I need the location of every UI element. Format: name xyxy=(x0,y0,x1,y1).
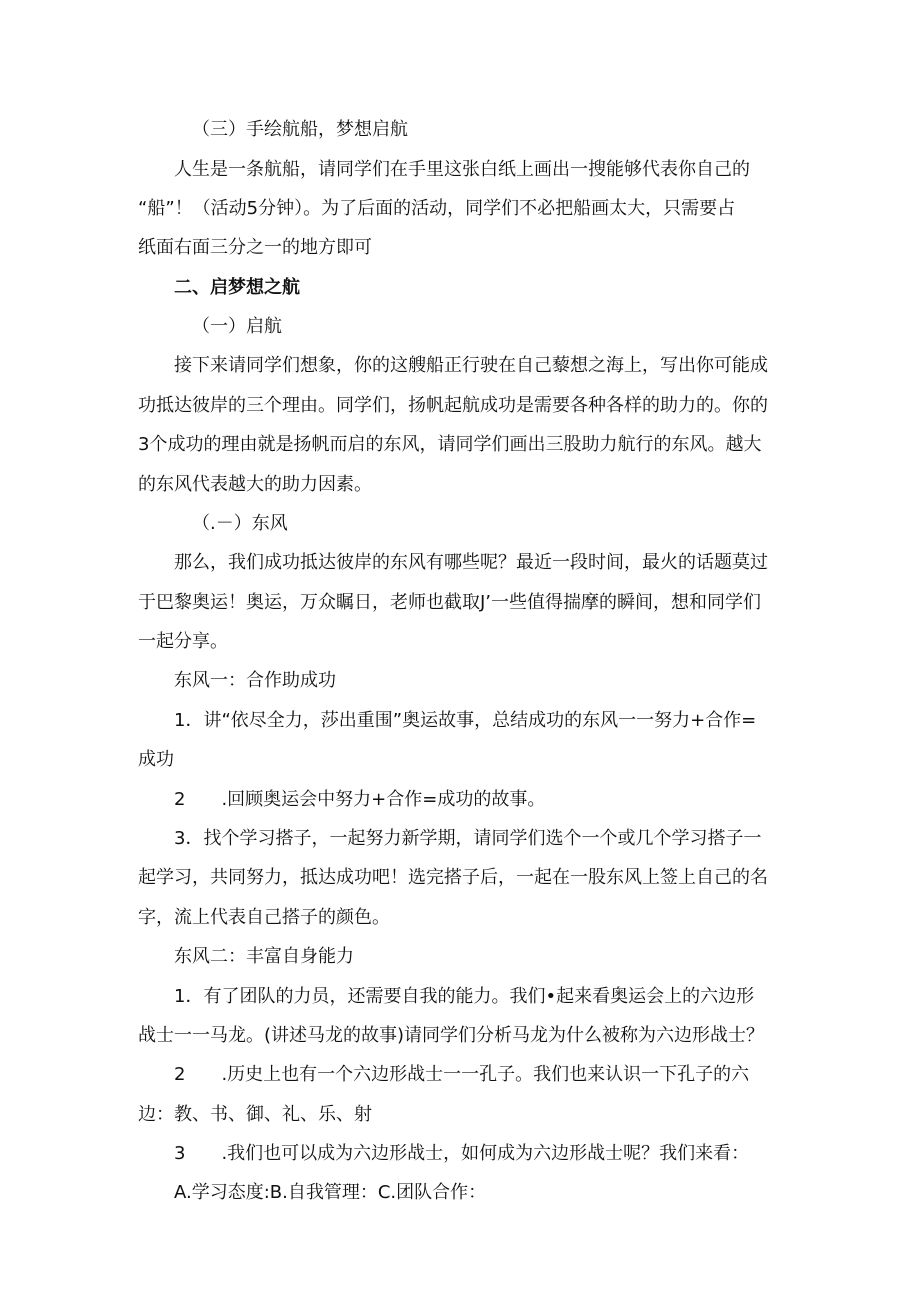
subheading: 东风二：丰富自身能力 xyxy=(174,946,354,967)
section-heading-3: （三）手绘航船，梦想启航 xyxy=(192,119,408,140)
list-item-line: A.学习态度:B.自我管理：C.团队合作： xyxy=(174,1182,487,1203)
list-item-line: 字，流上代表自己搭子的颜色。 xyxy=(138,907,390,928)
list-item-line: 3 .我们也可以成为六边形战士，如何成为六边形战士呢？我们来看： xyxy=(174,1143,750,1164)
list-item-line: 起学习，共同努力，抵达成功吧！选完搭子后，一起在一股东风上签上自己的名 xyxy=(138,867,768,888)
list-item-line: 2 .历史上也有一个六边形战士一一孔子。我们也来认识一下孔子的六 xyxy=(174,1064,750,1085)
list-item-line: 1．有了团队的力员，还需要自我的能力。我们•起来看奥运会上的六边形 xyxy=(174,986,755,1007)
paragraph-line: 那么，我们成功抵达彼岸的东风有哪些呢？最近一段时间，最火的话题莫过 xyxy=(174,552,768,573)
list-item-line: 边：教、书、御、礼、乐、射 xyxy=(138,1104,372,1125)
paragraph-line: “船”！（活动5分钟）。为了后面的活动，同学们不必把船画太大，只需要占 xyxy=(138,198,736,219)
paragraph-line: 人生是一条航船，请同学们在手里这张白纸上画出一搜能够代表你自己的 xyxy=(174,159,750,180)
paragraph-line: 功抵达彼岸的三个理由。同学们，扬帆起航成功是需要各种各样的助力的。你的 xyxy=(138,395,768,416)
list-item-line: 3．找个学习搭子，一起努力新学期，请同学们选个一个或几个学习搭子一 xyxy=(174,828,762,849)
section-heading-2: （.－）东风 xyxy=(192,513,288,534)
paragraph-line: 纸面右面三分之一的地方即可 xyxy=(138,237,372,258)
list-item-line: 成功 xyxy=(138,749,174,770)
paragraph-line: 的东风代表越大的助力因素。 xyxy=(138,474,372,495)
chapter-heading: 二、启梦想之航 xyxy=(174,277,300,298)
paragraph-line: 一起分享。 xyxy=(138,631,228,652)
paragraph-line: 于巴黎奥运！奥运，万众瞩日，老师也截取J’一些值得揣摩的瞬间，想和同学们 xyxy=(138,592,762,613)
list-item-line: 战士一一马龙。(讲述马龙的故事)请同学们分析马龙为什么被称为六边形战士？ xyxy=(138,1025,765,1046)
list-item-line: 2 .回顾奥运会中努力+合作=成功的故事。 xyxy=(174,789,546,810)
paragraph-line: 接下来请同学们想象，你的这艘船正行驶在自己藜想之海上，写出你可能成 xyxy=(174,355,768,376)
subheading: 东风一：合作助成功 xyxy=(174,670,336,691)
list-item-line: 1．讲“依尽全力，莎出重围”奥运故事，总结成功的东风一一努力+合作= xyxy=(174,710,757,731)
section-heading-1: （一）启航 xyxy=(192,316,282,337)
paragraph-line: 3个成功的理由就是扬帆而启的东风，请同学们画出三股助力航行的东风。越大 xyxy=(138,434,762,455)
